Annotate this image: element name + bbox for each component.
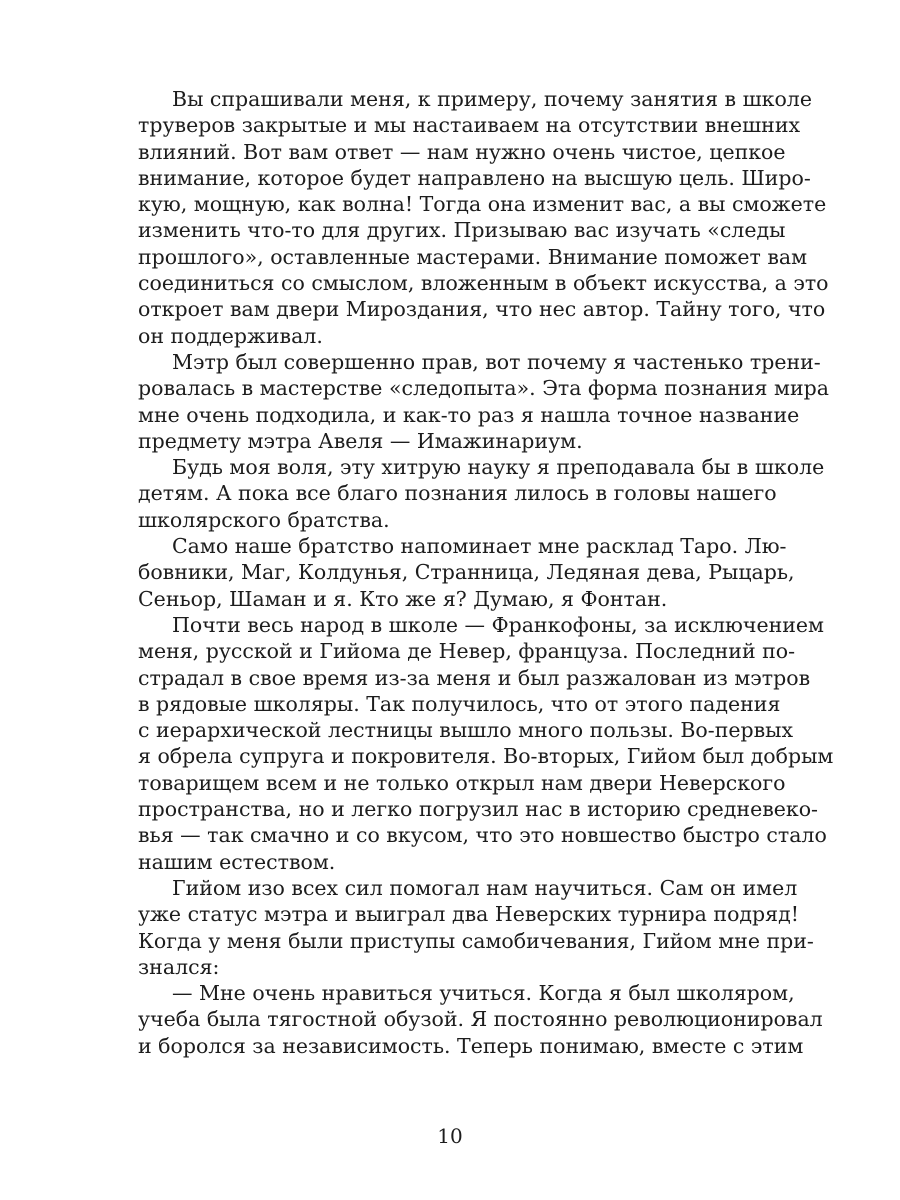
text-line: уже статус мэтра и выиграл два Неверских турнира подряд! [138, 902, 799, 927]
text-line: Само наше братство напоминает мне расклад Таро. Лю- [172, 534, 787, 559]
text-line: прошлого», оставленные мастерами. Внимание поможет вам [138, 244, 808, 269]
book-page-text [138, 86, 834, 1059]
text-line: ровалась в мастерстве «следопыта». Эта форма познания мира [138, 376, 829, 401]
text-line: Когда у меня были приступы самобичевания, Гийом мне при- [138, 928, 814, 953]
text-line: откроет вам двери Мироздания, что нес автор. Тайну того, что [138, 297, 826, 322]
text-line: Мэтр был совершенно прав, вот почему я частенько трени- [172, 349, 821, 374]
text-line: в рядовые школяры. Так получилось, что от этого падения [138, 691, 781, 716]
text-line: предмету мэтра Авеля — Имажинариум. [138, 428, 583, 453]
text-line: Сеньор, Шаман и я. Кто же я? Думаю, я Фонтан. [138, 586, 668, 611]
text-line: бовники, Маг, Колдунья, Странница, Ледяная дева, Рыцарь, [138, 560, 795, 585]
text-line: Вы спрашивали меня, к примеру, почему занятия в школе [172, 87, 812, 111]
text-line: школярского братства. [138, 507, 390, 532]
text-line: Будь моя воля, эту хитрую науку я преподавала бы в школе [172, 455, 825, 480]
text-line: внимание, которое будет направлено на высшую цель. Широ- [138, 165, 811, 190]
text-line: пространства, но и легко погрузил нас в историю средневеко- [138, 797, 818, 822]
page-number: 10 [437, 1124, 463, 1148]
text-line: учеба была тягостной обузой. Я постоянно революционировал [138, 1007, 823, 1032]
text-line: мне очень подходила, и как-то раз я нашла точное название [138, 402, 800, 427]
text-line: кую, мощную, как волна! Тогда она изменит вас, а вы сможете [138, 192, 827, 217]
text-line: соединиться со смыслом, вложенным в объект искусства, а это [138, 271, 829, 296]
text-line: товарищем всем и не только открыл нам двери Неверского [138, 770, 786, 795]
text-line: я обрела супруга и покровителя. Во-вторых, Гийом был добрым [138, 744, 834, 769]
text-line: вья — так смачно и со вкусом, что это новшество быстро стало [138, 823, 827, 848]
text-line: детям. А пока все благо познания лилось в головы нашего [138, 481, 777, 506]
text-line: Гийом изо всех сил помогал нам научиться. Сам он имел [172, 875, 798, 900]
text-line: страдал в свое время из-за меня и был разжалован из мэтров [138, 665, 811, 690]
text-line: и боролся за независимость. Теперь понимаю, вместе с этим [138, 1033, 804, 1058]
text-line: влияний. Вот вам ответ — нам нужно очень чистое, цепкое [138, 139, 786, 164]
text-line: он поддерживал. [138, 323, 323, 348]
text-line: Почти весь народ в школе — Франкофоны, за исключением [172, 612, 824, 637]
text-line: меня, русской и Гийома де Невер, француза. Последний по- [138, 639, 796, 664]
text-line: труверов закрытые и мы настаиваем на отсутствии внешних [138, 113, 801, 138]
text-line: нашим естеством. [138, 849, 336, 874]
text-line: знался: [138, 954, 220, 979]
text-line: с иерархической лестницы вышло много пользы. Во-первых [138, 718, 794, 743]
text-line: изменить что-то для других. Призываю вас изучать «следы [138, 218, 786, 243]
text-line: — Мне очень нравиться учиться. Когда я был школяром, [172, 981, 795, 1006]
